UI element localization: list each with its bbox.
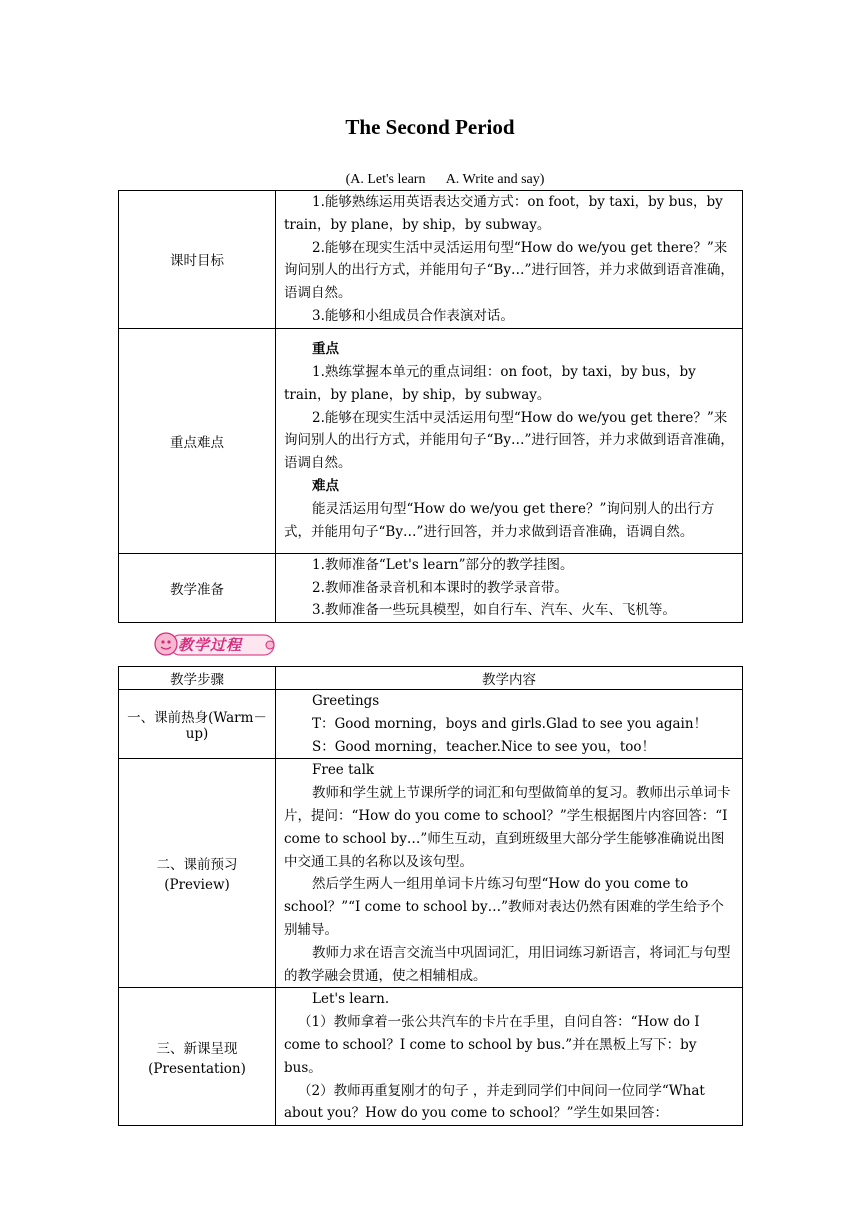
- objective-3: 3.能够和小组成员合作表演对话。: [312, 307, 514, 324]
- key-points-content: [276, 328, 743, 553]
- preview-line: Free talk: [312, 762, 375, 779]
- table-row: [119, 690, 743, 759]
- key-point-1: 1.熟练掌握本单元的重点词组：on foot，by taxi，by bus，by train，by plane，by ship，by subway。: [284, 363, 696, 403]
- presentation-line: （2）教师再重复刚才的句子 ，并走到同学们中间问一位同学“What about you？How do you come to school？”学生如果回答：: [284, 1082, 705, 1122]
- step-label-cn: 二、课前预习: [156, 857, 238, 874]
- preview-line: 教师和学生就上节课所学的词汇和句型做简单的复习。教师出示单词卡片，提问：“How do you come to school？”学生根据图片内容回答：“I come to school by…”师生互动，直到班级里大部分学生能够准确说出图中交通工具的名称以及该句型。: [284, 785, 731, 870]
- presentation-line: （1）教师拿着一张公共汽车的卡片在手里，自问自答：“How do I come to school？I come to school by bus.”并在黑板上写下：by bus。: [284, 1014, 700, 1076]
- warmup-content: [276, 690, 743, 759]
- preview-content: [276, 759, 743, 988]
- table-row: [119, 553, 743, 622]
- table-header-row: [119, 667, 743, 690]
- preview-line: 教师力求在语言交流当中巩固词汇，用旧词练习新语言，将词汇与句型的教学融会贯通，使之相辅相成。: [284, 944, 731, 984]
- table-row: [119, 191, 743, 329]
- warmup-line: T：Good morning，boys and girls.Glad to see you again！: [312, 715, 708, 732]
- teaching-process-table: [118, 666, 743, 1126]
- step-label-preview: [119, 759, 276, 988]
- step-label-en: (Presentation): [148, 1060, 246, 1077]
- key-heading: 重点: [312, 341, 339, 358]
- preparation-1: 1.教师准备“Let's learn”部分的教学挂图。: [312, 556, 574, 573]
- row-label-objectives: 课时目标: [119, 191, 276, 329]
- step-label-warmup: [119, 690, 276, 759]
- preview-line: 然后学生两人一组用单词卡片练习句型“How do you come to school？”“I come to school by…”教师对表达仍然有困难的学生给予个别辅导。: [284, 876, 725, 938]
- table-row: [119, 988, 743, 1126]
- row-label-preparation: 教学准备: [119, 553, 276, 622]
- lesson-info-table: [118, 190, 743, 623]
- objectives-content: [276, 191, 743, 329]
- header-step: 教学步骤: [119, 667, 276, 690]
- preparation-content: [276, 553, 743, 622]
- presentation-line: Let's learn.: [312, 991, 390, 1008]
- step-label-text: 一、课前热身(Warm－up): [127, 710, 267, 743]
- warmup-line: Greetings: [312, 693, 380, 709]
- banner-text: 教学过程: [178, 636, 243, 654]
- objective-1: 1.能够熟练运用英语表达交通方式：on foot，by taxi，by bus，by train，by plane，by ship，by subway。: [284, 194, 723, 233]
- preparation-2: 2.教师准备录音机和本课时的教学录音带。: [312, 579, 568, 596]
- header-content: 教学内容: [276, 667, 743, 690]
- step-label-en: (Preview): [164, 877, 230, 894]
- table-row: [119, 328, 743, 553]
- warmup-line: S：Good morning，teacher.Nice to see you，too！: [312, 738, 656, 755]
- presentation-content: [276, 988, 743, 1126]
- page-title: The Second Period: [345, 115, 515, 139]
- table-row: [119, 759, 743, 988]
- preparation-3: 3.教师准备一些玩具模型，如自行车、汽车、火车、飞机等。: [312, 602, 676, 619]
- step-label-presentation: [119, 988, 276, 1126]
- difficulty-point: 能灵活运用句型“How do we/you get there？”询问别人的出行方式，并能用句子“By…”进行回答，并力求做到语音准确，语调自然。: [284, 500, 715, 540]
- page-subtitle: (A. Let's learn A. Write and say): [345, 172, 545, 187]
- row-label-key-points: 重点难点: [119, 328, 276, 553]
- difficulty-heading: 难点: [312, 477, 339, 494]
- teaching-process-banner: [152, 628, 280, 660]
- key-point-2: 2.能够在现实生活中灵活运用句型“How do we/you get there？”来询问别人的出行方式，并能用句子“By…”进行回答，并力求做到语音准确，语调自然。: [284, 409, 734, 472]
- objective-2: 2.能够在现实生活中灵活运用句型“How do we/you get there？”来询问别人的出行方式，并能用句子“By…”进行回答，并力求做到语音准确，语调自然。: [284, 239, 734, 302]
- step-label-cn: 三、新课呈现: [156, 1040, 238, 1057]
